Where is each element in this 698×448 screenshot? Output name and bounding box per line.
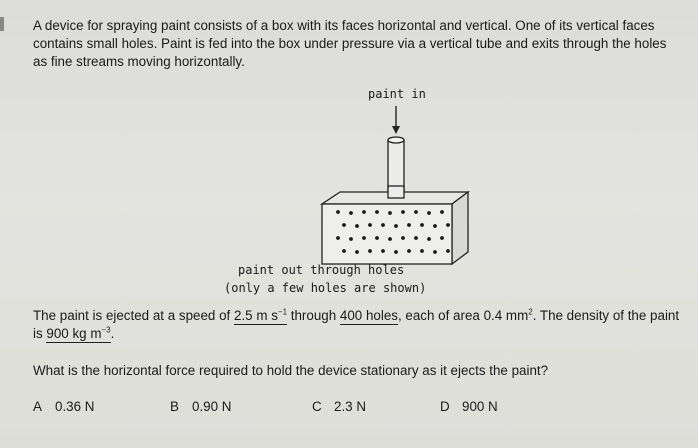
hole-dot	[414, 210, 418, 214]
hole-dot	[342, 223, 346, 227]
hole-dot	[342, 249, 346, 253]
hole-dot	[388, 211, 392, 215]
hole-dot	[401, 210, 405, 214]
option-letter: B	[170, 399, 179, 414]
hole-dot	[440, 236, 444, 240]
label-only-few-holes: (only a few holes are shown)	[224, 281, 427, 295]
data-text-5: .	[110, 326, 115, 341]
hole-dot	[362, 210, 366, 214]
hole-dot	[414, 236, 418, 240]
hole-dot	[355, 250, 359, 254]
option-value: 2.3 N	[334, 399, 367, 414]
hole-dot	[388, 237, 392, 241]
speed-text: 2.5 m s	[234, 308, 278, 323]
hole-dot	[375, 210, 379, 214]
option-b[interactable]	[170, 399, 231, 414]
data-text-2: through	[287, 308, 340, 323]
label-paint-out: paint out through holes	[238, 263, 405, 277]
data-text-3: , each of area 0.4 mm	[397, 308, 529, 323]
answer-options	[0, 399, 698, 419]
hole-dot	[446, 249, 450, 253]
hole-dot	[420, 223, 424, 227]
hole-dot	[336, 236, 340, 240]
option-value: 0.90 N	[192, 399, 232, 414]
option-value: 900 N	[462, 399, 498, 414]
density-value	[46, 326, 110, 343]
hole-dot	[375, 236, 379, 240]
hole-dot	[394, 250, 398, 254]
hole-dot	[427, 211, 431, 215]
spray-device-diagram	[220, 82, 480, 302]
question-margin-mark	[0, 17, 4, 31]
holes-value: 400 holes	[339, 308, 398, 323]
question-data-paragraph	[33, 307, 683, 343]
option-a[interactable]	[33, 399, 94, 414]
option-letter: D	[440, 399, 450, 414]
data-text-4: . The density of the paint is	[33, 308, 680, 341]
hole-dot	[336, 210, 340, 214]
option-letter: C	[312, 399, 322, 414]
hole-dot	[368, 249, 372, 253]
hole-dot	[394, 224, 398, 228]
hole-dot	[349, 237, 353, 241]
option-c[interactable]	[312, 399, 366, 414]
hole-dot	[433, 250, 437, 254]
hole-dot	[355, 224, 359, 228]
hole-dot	[407, 223, 411, 227]
tube-base	[388, 186, 404, 198]
option-letter: A	[33, 399, 42, 414]
hole-dot	[381, 223, 385, 227]
hole-dot	[362, 236, 366, 240]
hole-dot	[401, 236, 405, 240]
hole-dot	[381, 249, 385, 253]
speed-exponent: −1	[277, 307, 288, 317]
density-exponent: −3	[101, 325, 111, 335]
hole-dot	[407, 249, 411, 253]
question-intro: A device for spraying paint consists of a box with its faces horizontal and vertical. One of its vertical faces contains small holes. Paint is fed into the box under pressure via a vertical tube and exits through the holes as fine streams moving horizontally.	[33, 18, 667, 69]
hole-dot	[349, 211, 353, 215]
hole-dot	[446, 223, 450, 227]
hole-dot	[440, 210, 444, 214]
question-prompt: What is the horizontal force required to hold the device stationary as it ejects the paint?	[33, 363, 549, 378]
area-exponent: 2	[528, 307, 533, 317]
option-d[interactable]	[440, 399, 498, 414]
paint-in-arrow	[392, 106, 400, 134]
speed-value	[234, 308, 287, 325]
hole-dot	[420, 249, 424, 253]
option-value: 0.36 N	[55, 399, 95, 414]
data-text-1: The paint is ejected at a speed of	[33, 308, 234, 323]
hole-dot	[368, 223, 372, 227]
hole-dot	[427, 237, 431, 241]
density-text: 900 kg m	[46, 326, 102, 341]
label-paint-in: paint in	[368, 87, 426, 101]
hole-dot	[433, 224, 437, 228]
